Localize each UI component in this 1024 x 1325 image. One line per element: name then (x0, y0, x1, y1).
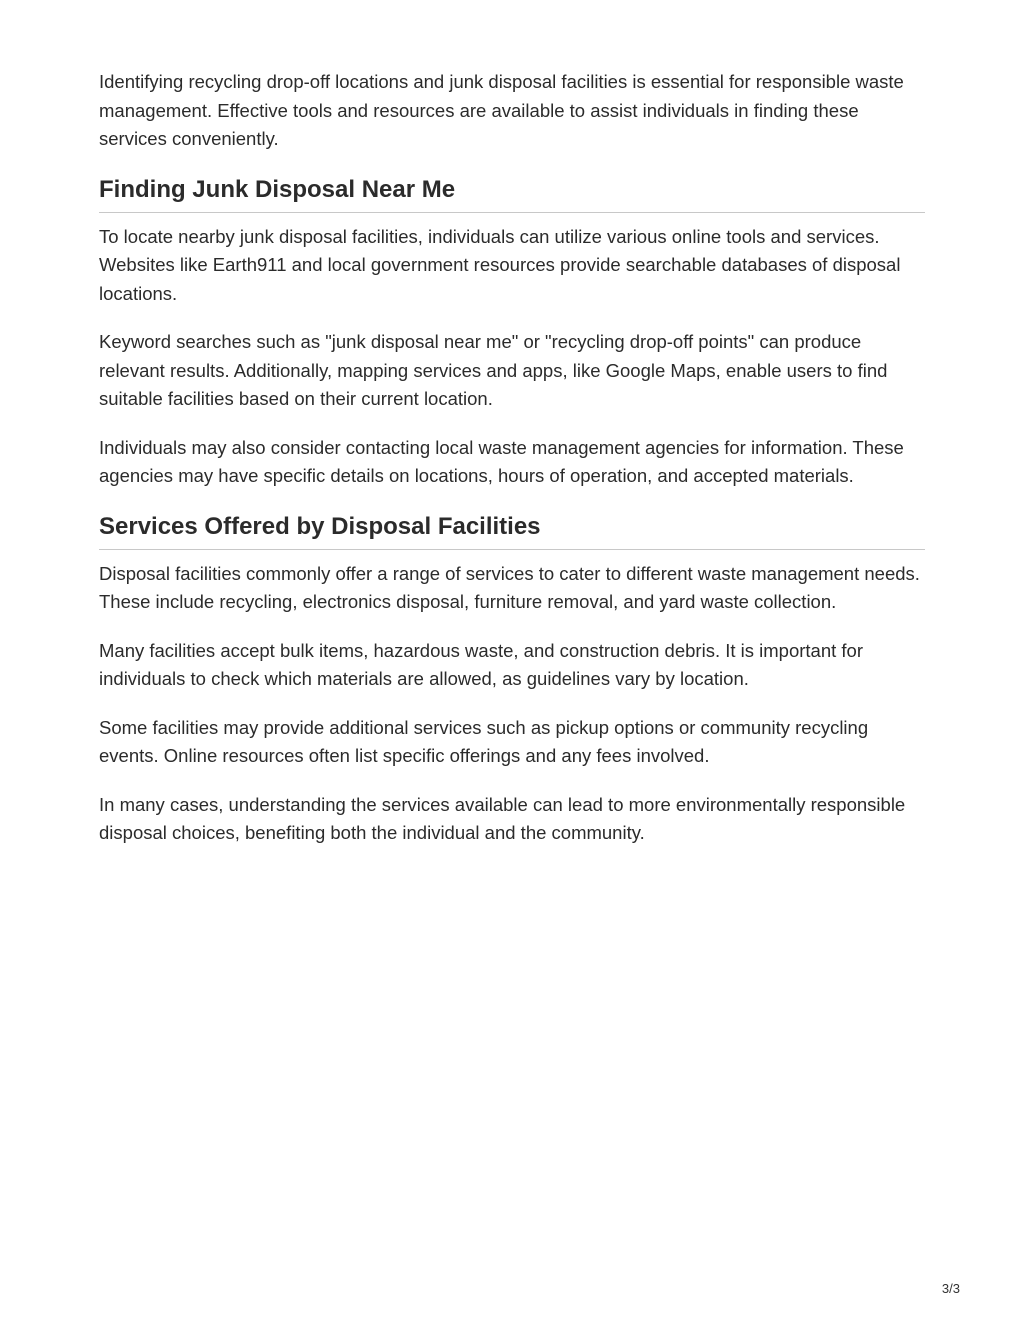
section-services-offered (99, 511, 925, 848)
section-finding-junk-disposal (99, 174, 925, 491)
paragraph: Disposal facilities commonly offer a range of services to cater to different waste management needs. These include recycling, electronics disposal, furniture removal, and yard waste collection. (99, 562, 920, 612)
section-heading: Finding Junk Disposal Near Me (99, 175, 456, 203)
paragraph: Individuals may also consider contacting local waste management agencies for information. These agencies may have specific details on locations, hours of operation, and accepted materials. (99, 436, 904, 486)
section-divider (99, 549, 925, 550)
paragraph: In many cases, understanding the services available can lead to more environmentally responsible disposal choices, benefiting both the individual and the community. (99, 793, 906, 843)
page-number: 3/3 (941, 1281, 960, 1296)
paragraph: Some facilities may provide additional services such as pickup options or community recycling events. Online resources often list specific offerings and any fees involved. (99, 716, 869, 766)
section-divider (99, 212, 925, 213)
intro-paragraph: Identifying recycling drop-off locations and junk disposal facilities is essential for responsible waste management. Effective tools and resources are available to assist individuals in finding these services conveniently. (99, 71, 904, 149)
paragraph: Keyword searches such as "junk disposal near me" or "recycling drop-off points" can produce relevant results. Additionally, mapping services and apps, like Google Maps, enable users to find suitable facilities based on their current location. (99, 331, 888, 409)
paragraph: To locate nearby junk disposal facilities, individuals can utilize various online tools and services. Websites like Earth911 and local government resources provide searchable databases of disposal locations. (99, 225, 901, 304)
section-heading: Services Offered by Disposal Facilities (99, 512, 541, 540)
paragraph: Many facilities accept bulk items, hazardous waste, and construction debris. It is important for individuals to check which materials are allowed, as guidelines vary by location. (99, 639, 863, 689)
document-body (99, 68, 925, 868)
